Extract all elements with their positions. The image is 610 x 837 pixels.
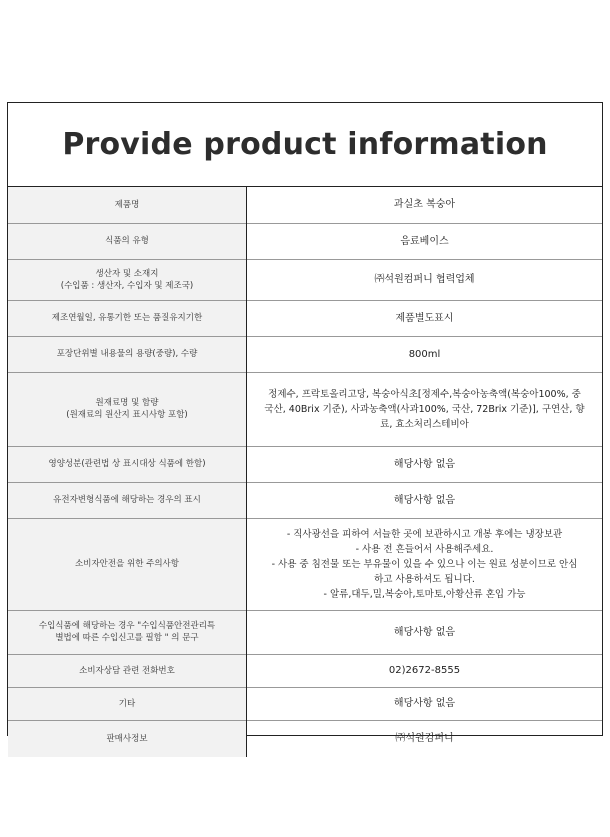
row-label: [8, 610, 247, 654]
row-value: [247, 223, 603, 259]
row-label: [8, 654, 247, 687]
row-label: [8, 336, 247, 372]
row-value-line: 해당사항 없음: [393, 458, 456, 470]
row-value: [247, 654, 603, 687]
table-row: [8, 223, 602, 259]
row-value: [247, 259, 603, 300]
row-label-line: (원재료의 원산지 표시사항 포함): [66, 410, 188, 420]
row-value-line: 정제수, 프락토올리고당, 복숭아식초[정제수,복숭아농축액(복숭아100%, 중: [268, 388, 581, 400]
row-value-line: 해당사항 없음: [393, 494, 456, 506]
row-label: [8, 187, 247, 223]
row-value: [247, 300, 603, 336]
row-value: [247, 687, 603, 720]
row-value-line: ㈜석원컴퍼니: [395, 733, 454, 745]
table-row: [8, 482, 602, 518]
row-value-line: 제품별도표시: [395, 312, 454, 324]
row-value-line: - 직사광선을 피하여 서늘한 곳에 보관하시고 개봉 후에는 냉장보관: [286, 528, 563, 540]
title-row: [8, 103, 602, 187]
row-label: [8, 482, 247, 518]
row-label-line: 수입식품에 해당하는 경우 "수입식품안전관리특: [38, 621, 216, 631]
row-label-line: 소비자안전을 위한 주의사항: [75, 559, 179, 569]
row-value-line: 료, 효소처리스테비아: [380, 418, 469, 430]
row-value-line: 과실초 복숭아: [393, 199, 456, 211]
row-label: [8, 687, 247, 720]
row-label-line: 식품의 유형: [105, 236, 149, 246]
row-value: [247, 720, 603, 757]
row-value-line: 02)2672-8555: [388, 665, 461, 676]
product-info-sheet: [7, 102, 603, 745]
row-value: [247, 518, 603, 610]
row-value: [247, 187, 603, 223]
row-label-line: 판매사정보: [106, 733, 148, 744]
row-value: [247, 610, 603, 654]
table-row: [8, 300, 602, 336]
table-row: [8, 720, 602, 757]
page-title: Provide product information: [62, 127, 548, 162]
row-value-line: 음료베이스: [400, 235, 449, 247]
row-value: [247, 482, 603, 518]
table-row: [8, 187, 602, 223]
row-label-line: 유전자변형식품에 해당하는 경우의 표시: [53, 495, 201, 505]
row-value: [247, 446, 603, 482]
row-value-line: ㈜석원컴퍼니 협력업체: [374, 274, 475, 285]
row-label: [8, 372, 247, 446]
row-label-line: 포장단위별 내용물의 용량(중량), 수량: [56, 349, 198, 359]
row-label-line: 제품명: [114, 199, 140, 210]
product-info-table: [8, 187, 602, 757]
row-label: [8, 223, 247, 259]
row-label-line: 제조연월일, 유통기한 또는 품질유지기한: [51, 313, 203, 323]
table-row: [8, 446, 602, 482]
row-label-line: 기타: [118, 698, 136, 709]
row-value: [247, 336, 603, 372]
row-value-line: 800ml: [408, 348, 441, 360]
row-label-line: 별법에 따른 수입신고를 필함 " 의 문구: [55, 633, 199, 643]
table-row: [8, 518, 602, 610]
table-row: [8, 372, 602, 446]
table-row: [8, 259, 602, 300]
row-value-line: 해당사항 없음: [393, 698, 456, 709]
row-label: [8, 259, 247, 300]
row-value-line: 해당사항 없음: [393, 626, 456, 638]
row-label: [8, 518, 247, 610]
table-row: [8, 336, 602, 372]
table-row: [8, 610, 602, 654]
row-label-line: 생산자 및 소재지: [95, 268, 159, 279]
row-label: [8, 446, 247, 482]
row-value-line: - 알류,대두,밀,복숭아,토마토,아황산류 혼입 가능: [323, 588, 526, 600]
table-row: [8, 687, 602, 720]
row-value-line: - 사용 중 침전물 또는 부유물이 있을 수 있으나 이는 원료 성분이므로 안심: [271, 558, 578, 570]
row-value-line: 국산, 40Brix 기준), 사과농축액(사과100%, 국산, 72Brix 기준)], 구연산, 향: [264, 403, 585, 415]
table-row: [8, 654, 602, 687]
row-label-line: 영양성분(관련법 상 표시대상 식품에 한함): [48, 459, 206, 469]
row-value-line: 하고 사용하셔도 됩니다.: [374, 573, 475, 585]
row-value: [247, 372, 603, 446]
row-label-line: 원재료명 및 함량: [95, 398, 159, 408]
row-label-line: 소비자상담 관련 전화번호: [79, 665, 175, 676]
row-label-line: (수입품 : 생산자, 수입자 및 제조국): [60, 280, 194, 291]
row-label: [8, 720, 247, 757]
row-value-line: - 사용 전 흔들어서 사용해주세요.: [355, 543, 494, 555]
row-label: [8, 300, 247, 336]
